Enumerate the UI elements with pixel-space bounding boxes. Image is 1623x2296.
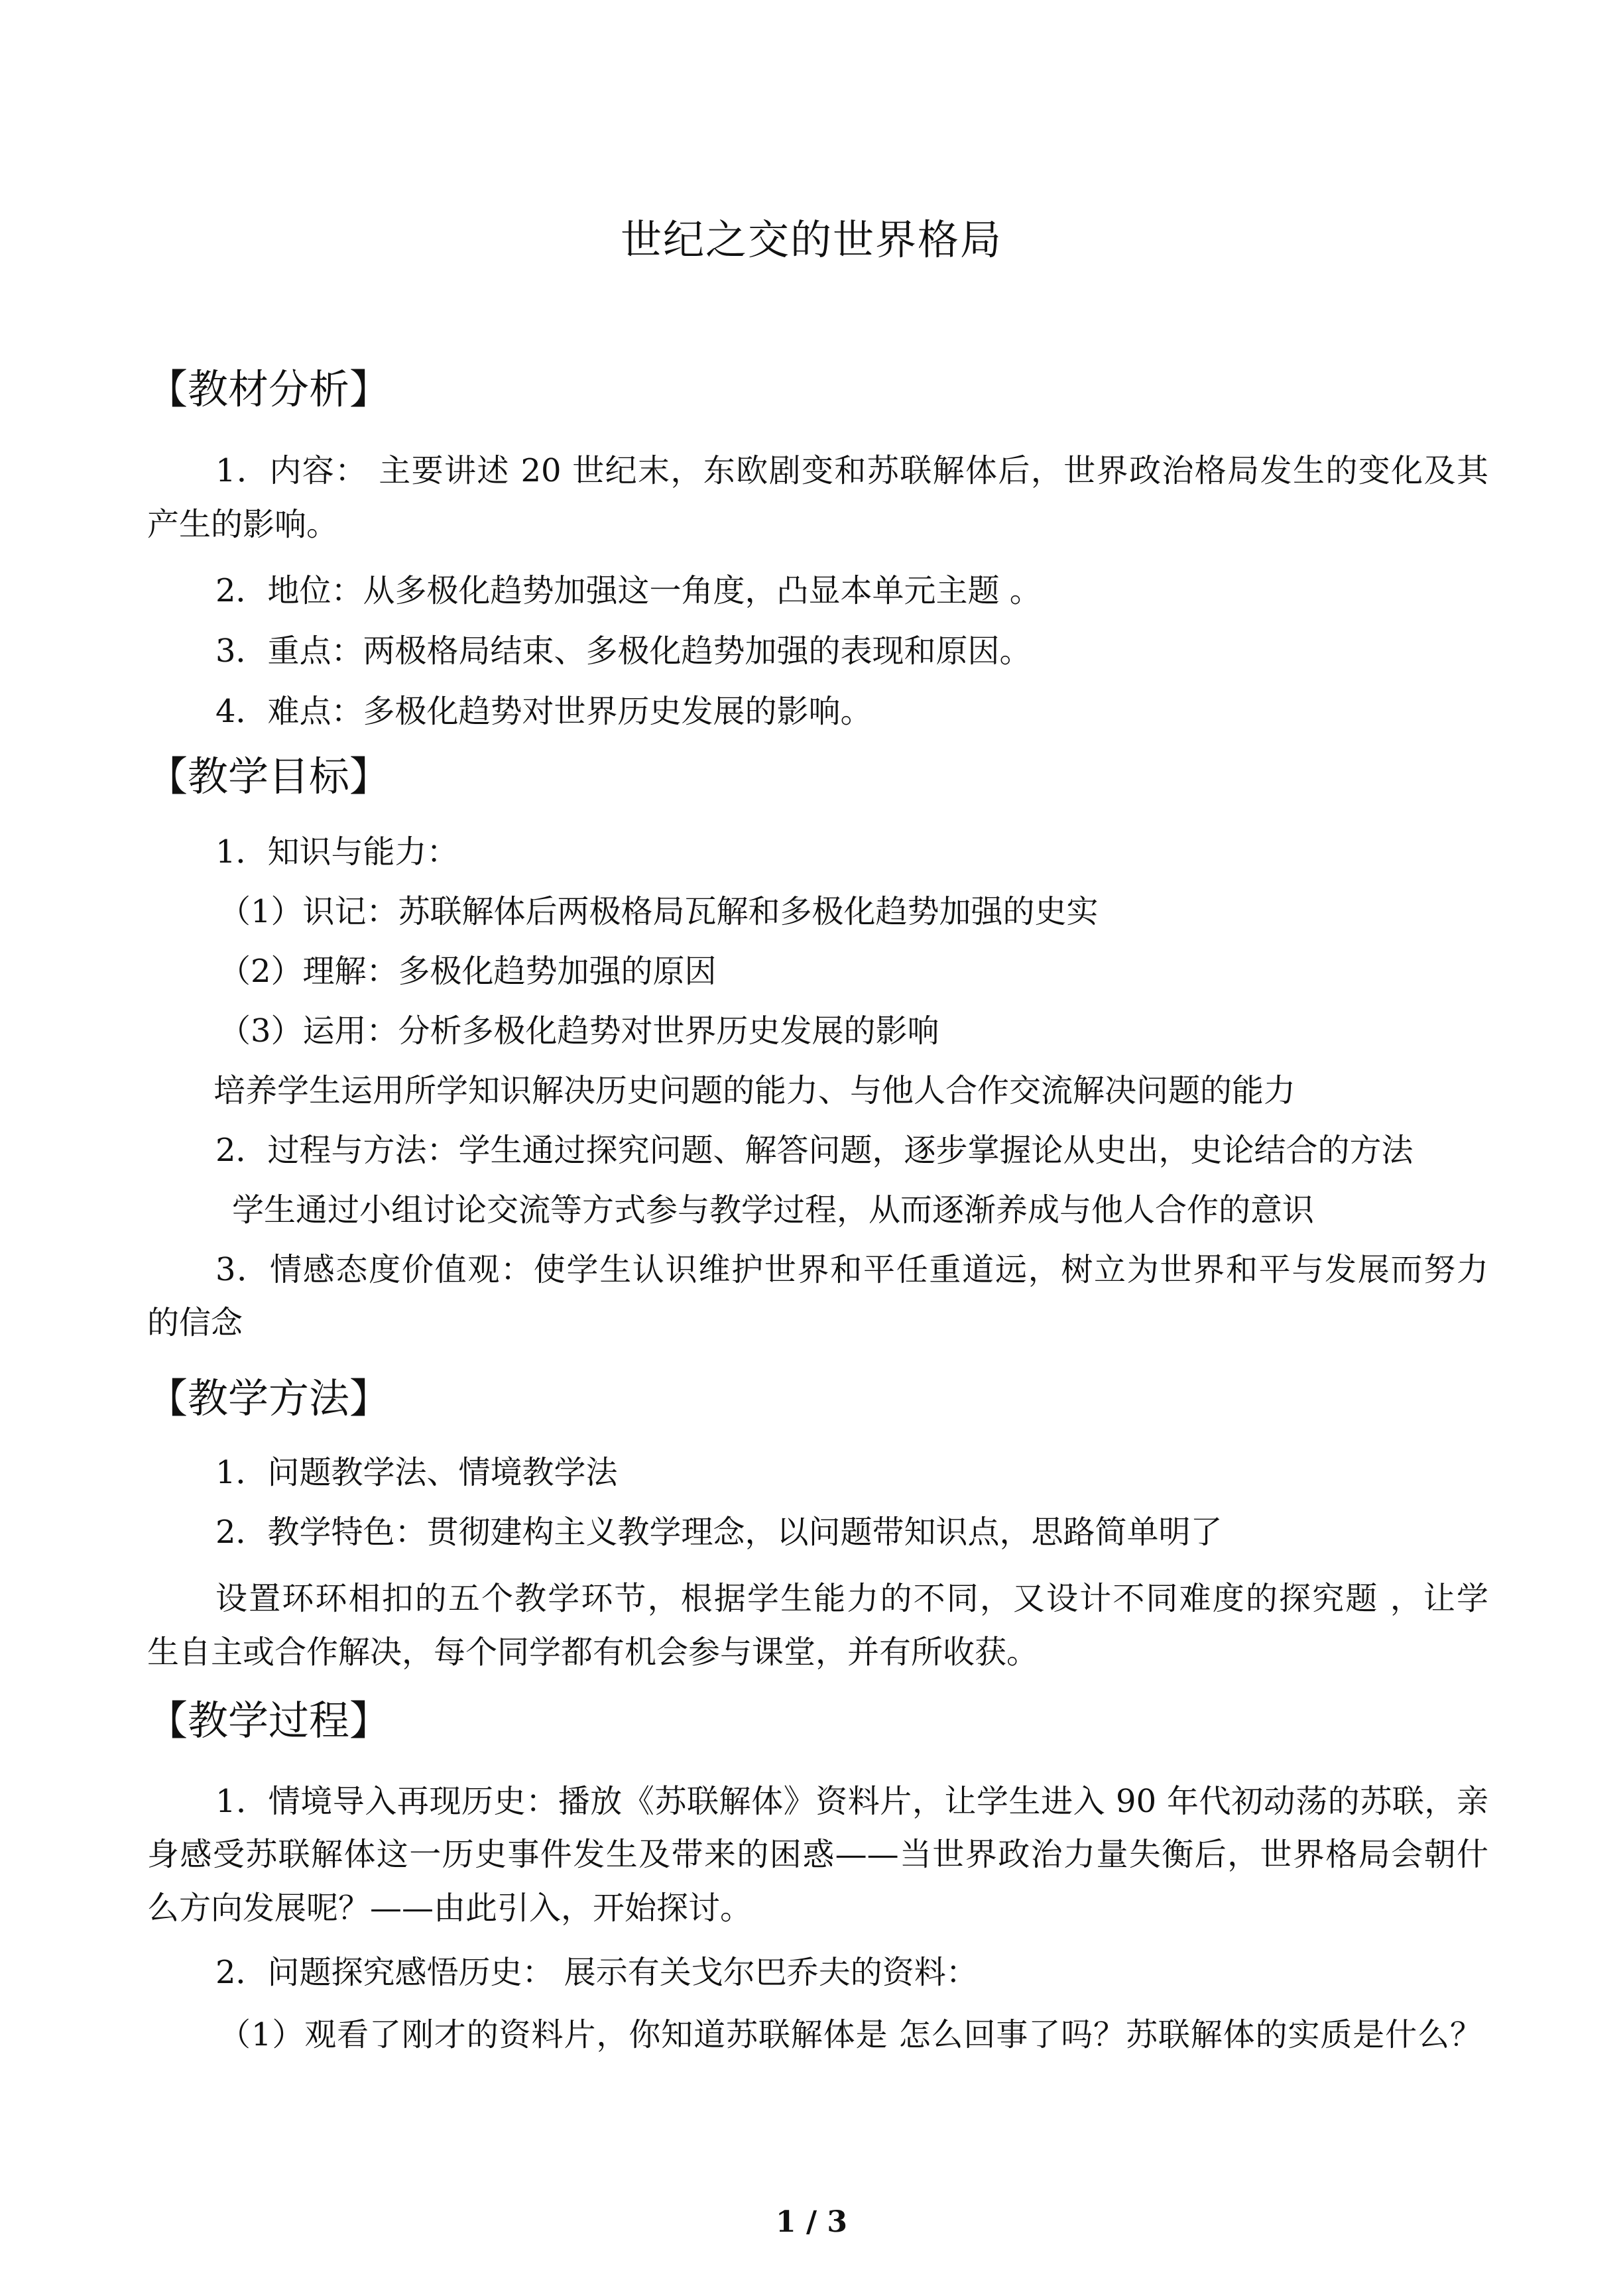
- methods-line-1: 1．问题教学法、情境教学法: [215, 1454, 618, 1491]
- document-title: 世纪之交的世界格局: [620, 215, 1002, 264]
- analysis-line-1: 1．内容： 主要讲述 20 世纪末，东欧剧变和苏联解体后，世界政治格局发生的变化及其: [215, 452, 1488, 489]
- goals-line-6: 2．过程与方法：学生通过探究问题、解答问题，逐步掌握论从史出，史论结合的方法: [215, 1132, 1413, 1169]
- process-line-1: 1．情境导入再现历史：播放《苏联解体》资料片，让学生进入 90 年代初动荡的苏联，亲: [215, 1783, 1488, 1820]
- methods-line-3: 设置环环相扣的五个教学环节，根据学生能力的不同，又设计不同难度的探究题 ，让学: [215, 1580, 1488, 1617]
- methods-line-2: 2．教学特色：贯彻建构主义教学理念，以问题带知识点，思路简单明了: [215, 1514, 1223, 1551]
- analysis-line-5: 4．难点：多极化趋势对世界历史发展的影响。: [215, 693, 872, 730]
- process-line-5: （1）观看了刚才的资料片，你知道苏联解体是 怎么回事了吗？苏联解体的实质是什么？: [219, 2016, 1482, 2053]
- goals-line-8: 3．情感态度价值观：使学生认识维护世界和平任重道远，树立为世界和平与发展而努力: [215, 1251, 1488, 1288]
- analysis-line-2: 产生的影响。: [147, 506, 339, 543]
- process-line-4: 2．问题探究感悟历史： 展示有关戈尔巴乔夫的资料：: [215, 1954, 978, 1991]
- goals-line-2: （1）识记：苏联解体后两极格局瓦解和多极化趋势加强的史实: [219, 893, 1099, 930]
- goals-line-5: 培养学生运用所学知识解决历史问题的能力、与他人合作交流解决问题的能力: [213, 1072, 1296, 1109]
- process-line-2: 身感受苏联解体这一历史事件发生及带来的困惑——当世界政治力量失衡后，世界格局会朝什: [147, 1836, 1488, 1873]
- goals-line-1: 1．知识与能力：: [215, 833, 459, 871]
- section-heading-analysis: 【教材分析】: [147, 366, 391, 413]
- goals-line-9: 的信念: [147, 1304, 243, 1341]
- methods-line-4: 生自主或合作解决，每个同学都有机会参与课堂，并有所收获。: [147, 1634, 1039, 1671]
- page-number: 1 / 3: [776, 2205, 847, 2239]
- section-heading-process: 【教学过程】: [147, 1697, 391, 1744]
- goals-line-3: （2）理解：多极化趋势加强的原因: [219, 953, 717, 990]
- analysis-line-4: 3．重点：两极格局结束、多极化趋势加强的表现和原因。: [215, 633, 1032, 670]
- process-line-3: 么方向发展呢？——由此引入，开始探讨。: [147, 1890, 752, 1927]
- section-heading-methods: 【教学方法】: [147, 1375, 391, 1422]
- goals-line-4: （3）运用：分析多极化趋势对世界历史发展的影响: [219, 1012, 939, 1050]
- analysis-line-3: 2．地位：从多极化趋势加强这一角度，凸显本单元主题 。: [215, 572, 1042, 609]
- section-heading-goals: 【教学目标】: [147, 753, 391, 800]
- goals-line-7: 学生通过小组讨论交流等方式参与教学过程，从而逐渐养成与他人合作的意识: [232, 1191, 1315, 1229]
